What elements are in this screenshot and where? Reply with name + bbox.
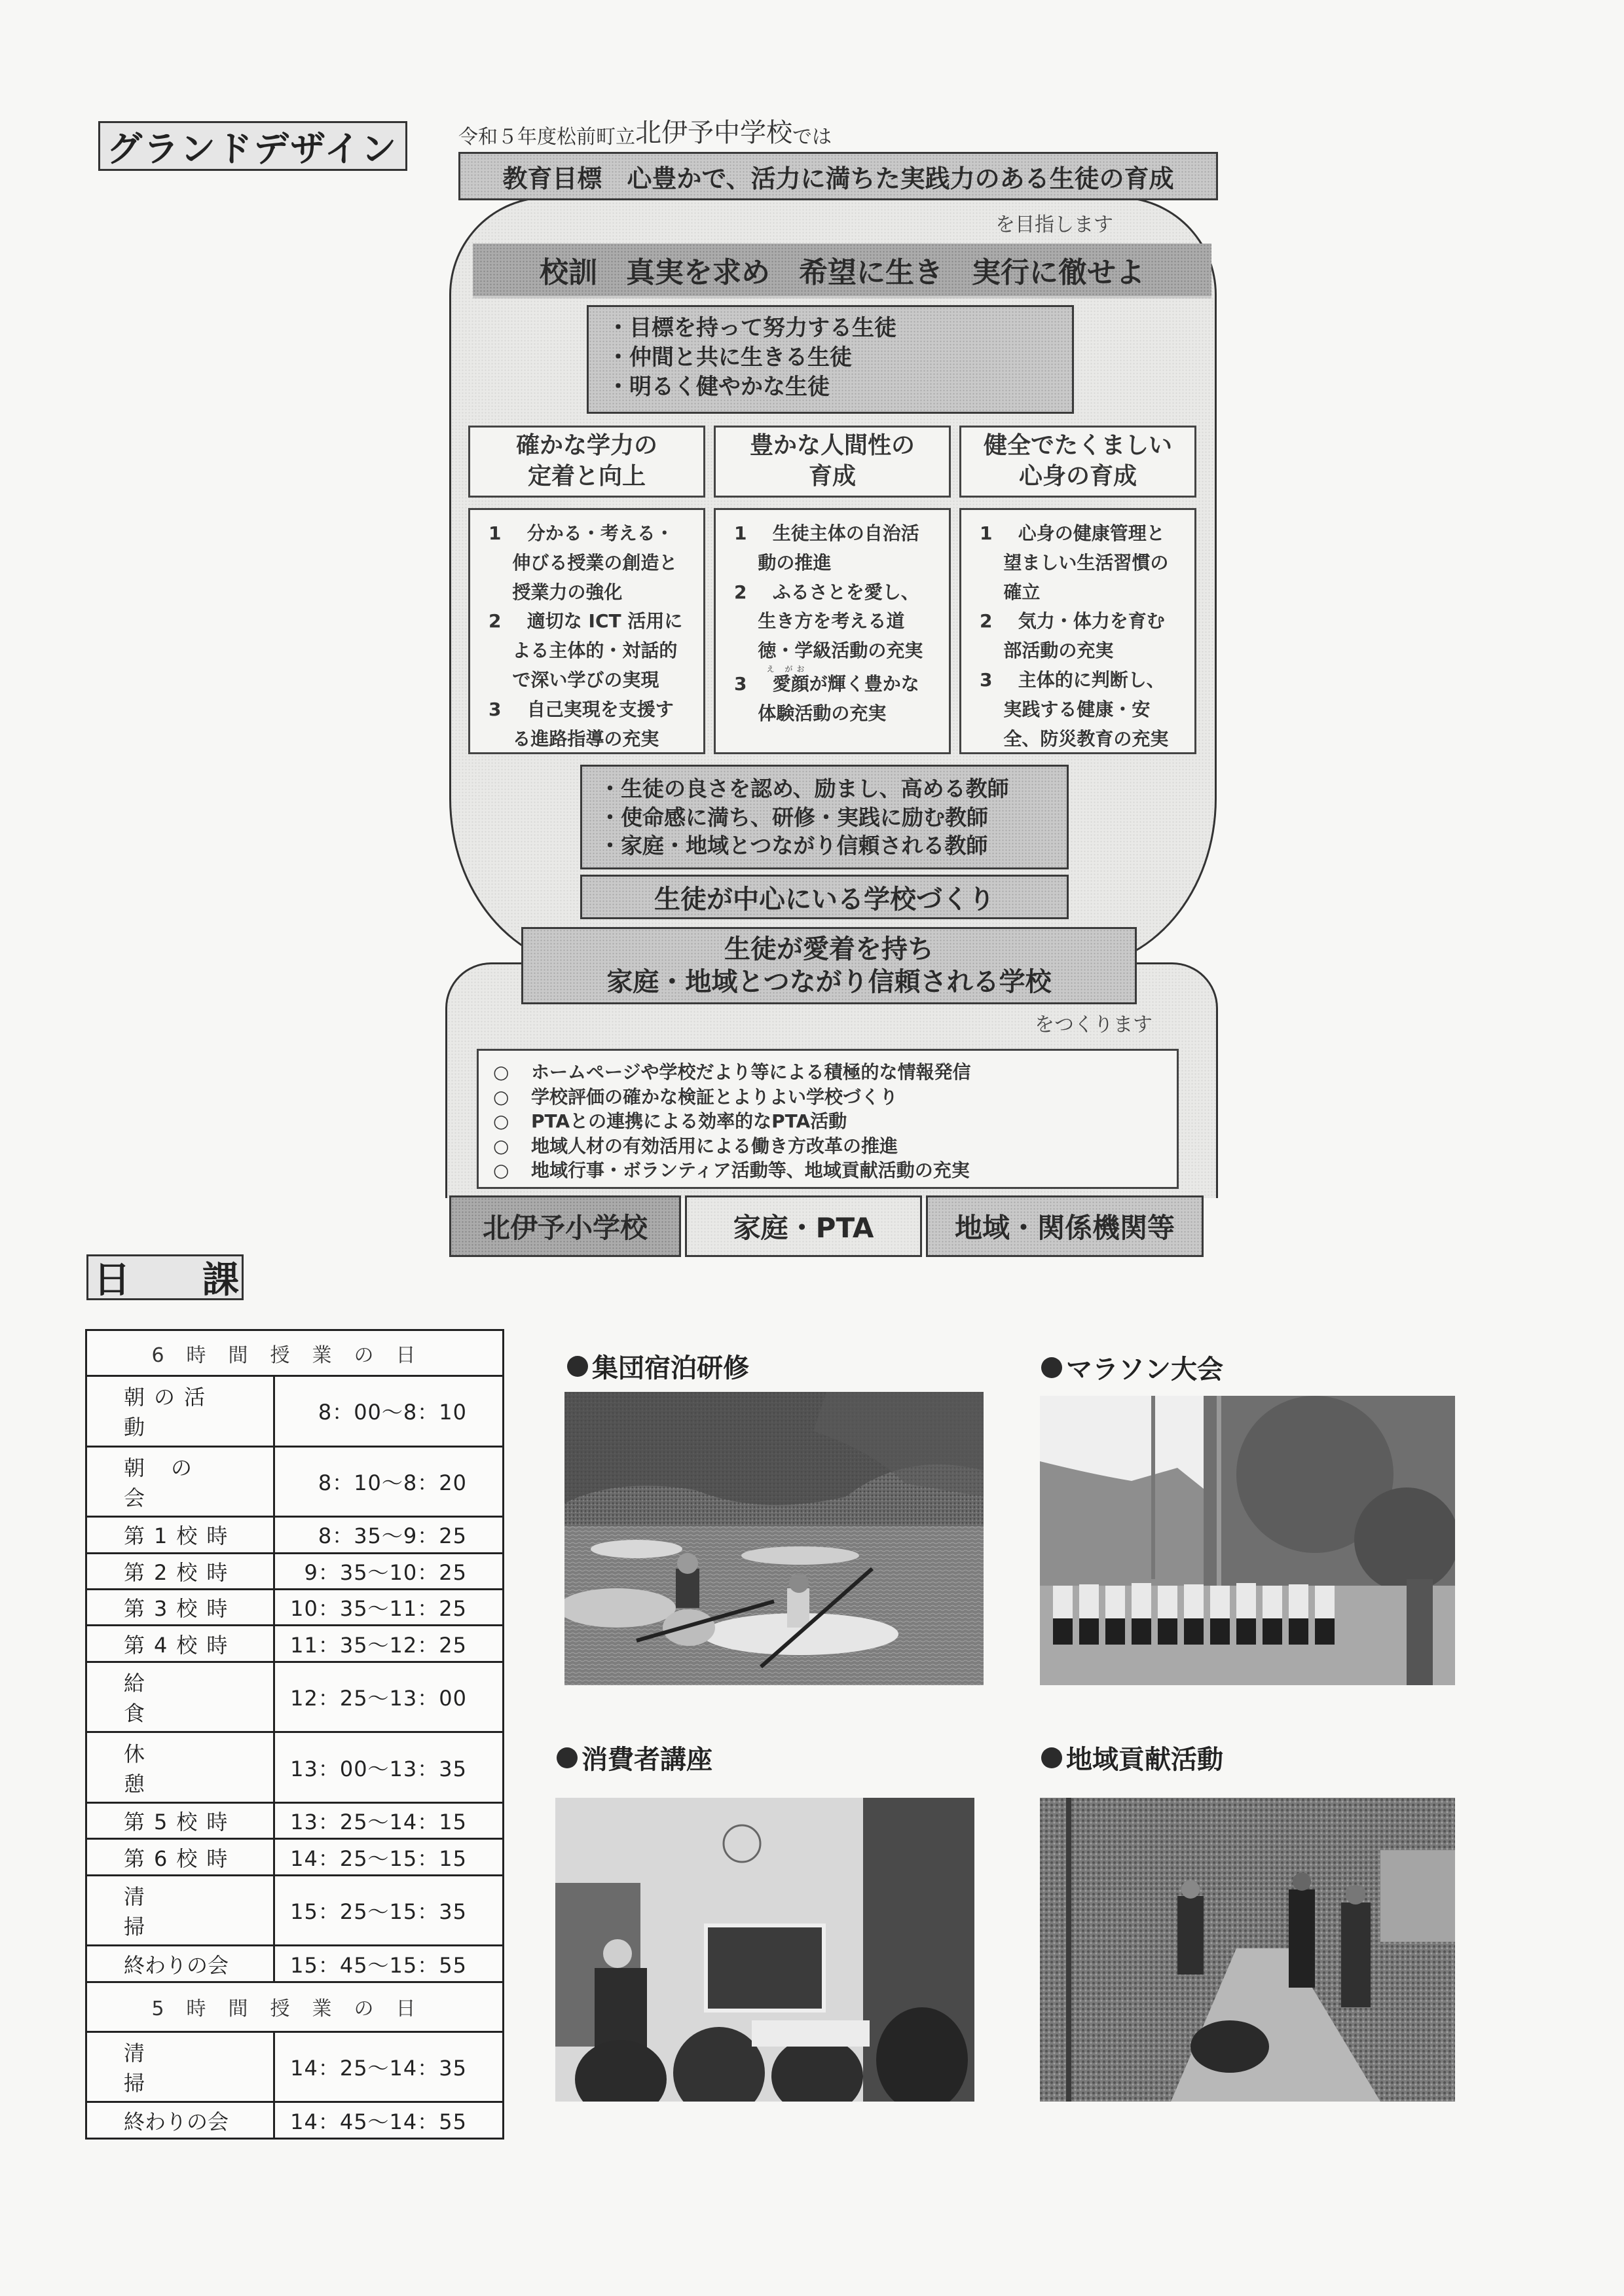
intro-school: 北伊予中学校 <box>635 118 792 148</box>
student-ideal-item: ・目標を持って努力する生徒 <box>607 315 896 341</box>
circle-icon: ○ <box>493 1061 509 1083</box>
furigana: え がお <box>766 664 809 674</box>
marathon-photo-illustration <box>1040 1396 1455 1685</box>
initiative-item: ○ PTAとの連携による効率的なPTA活動 <box>493 1109 1177 1134</box>
partner-home-pta: 家庭・PTA <box>685 1195 922 1257</box>
initiative-item: ○ 地域行事・ボランティア活動等、地域貢献活動の充実 <box>493 1158 1177 1183</box>
row-time: 12：25〜13：00 <box>290 1686 467 1711</box>
circle-icon: ○ <box>493 1135 509 1157</box>
row-label: 休憩 <box>124 1741 244 1796</box>
pillar-body-academic <box>468 508 705 754</box>
teacher-ideal-item: ・使命感に満ち、研修・実践に励む教師 <box>599 804 988 830</box>
row-time: 9：35〜10：25 <box>304 1559 467 1585</box>
six-period-header: 6時間授業の日 <box>86 1330 504 1376</box>
row-label: 第2校時 <box>124 1559 237 1585</box>
initiative-item: ○ 地域人材の有効活用による働き方改革の推進 <box>493 1134 1177 1159</box>
row-time: 11：35〜12：25 <box>290 1632 467 1658</box>
partner-community: 地域・関係機関等 <box>926 1195 1204 1257</box>
pillar-title-line1: 豊かな人間性の <box>749 432 915 460</box>
initiative-item: ○ ホームページや学校だより等による積極的な情報発信 <box>493 1060 1177 1085</box>
pillar-item: 1 分かる・考える・伸びる授業の創造と授業力の強化 <box>489 522 678 603</box>
pillar-header-academic <box>468 426 705 498</box>
row-label: 第4校時 <box>124 1632 237 1658</box>
student-ideal-item: ・明るく健やかな生徒 <box>607 373 830 400</box>
row-label: 第6校時 <box>124 1846 237 1871</box>
photo-caption-overnight-training: 集団宿泊研修 <box>567 1347 749 1385</box>
pillar-title-line1: 確かな学力の <box>515 432 657 460</box>
photo-caption-consumer-lecture: 消費者講座 <box>557 1739 712 1776</box>
row-label: 朝の会 <box>124 1455 219 1510</box>
table-row <box>86 1517 504 1553</box>
table-row <box>86 1803 504 1839</box>
intro-small: 令和５年度松前町立 <box>458 126 635 149</box>
row-time: 8：00〜8：10 <box>318 1400 467 1425</box>
pillar-body-health <box>959 508 1196 754</box>
grand-design-heading-text: グランドデザイン <box>107 128 398 170</box>
build-suffix: をつくります <box>1035 1013 1153 1036</box>
student-centered-box <box>580 875 1069 919</box>
table-row <box>86 1553 504 1589</box>
school-vision-line2: 家庭・地域とつながり信頼される学校 <box>606 967 1052 997</box>
partner-elementary-school: 北伊予小学校 <box>449 1195 681 1257</box>
row-label: 給食 <box>124 1671 244 1726</box>
school-motto-bar <box>473 244 1211 296</box>
school-vision-box <box>521 927 1137 1004</box>
table-row <box>86 2102 504 2139</box>
row-time: 10：35〜11：25 <box>290 1596 467 1622</box>
school-vision-line1: 生徒が愛着を持ち <box>724 934 934 964</box>
circle-icon: ○ <box>493 1085 509 1108</box>
table-row <box>86 1839 504 1875</box>
lecture-photo-illustration <box>555 1798 974 2102</box>
row-time: 13：25〜14：15 <box>290 1810 467 1835</box>
pillar-item: え がお 3 愛顔が輝く豊かな体験活動の充実 <box>734 664 919 724</box>
photo-classroom-lecture <box>555 1798 974 2102</box>
table-row <box>86 1626 504 1662</box>
pillar-header-health <box>959 426 1196 498</box>
bullet-dot-icon <box>557 1747 578 1768</box>
pillar-item: 2 気力・体力を育む部活動の充実 <box>980 610 1165 662</box>
schedule-heading-left: 日 <box>94 1259 130 1302</box>
pillar-item: 1 心身の健康管理と望ましい生活習慣の確立 <box>980 522 1169 603</box>
pillar-item: 1 生徒主体の自治活動の推進 <box>734 522 919 574</box>
initiatives-box <box>477 1049 1179 1189</box>
aim-suffix: を目指します <box>995 213 1113 236</box>
table-row <box>86 2032 504 2102</box>
table-row <box>86 1662 504 1732</box>
school-motto-text: 校訓 真実を求め 希望に生き 実行に徹せよ <box>540 256 1145 289</box>
pillar-item: 3 自己実現を支援する進路指導の充実 <box>489 698 674 750</box>
schedule-table <box>85 1329 504 2140</box>
row-label: 清掃 <box>124 2041 244 2096</box>
table-row <box>86 1946 504 1982</box>
pillar-title-line2: 心身の育成 <box>1018 463 1137 490</box>
pillar-title-line2: 定着と向上 <box>527 463 646 490</box>
pillar-body-humanity <box>714 508 951 754</box>
pillar-title-line2: 育成 <box>808 463 856 490</box>
photo-caption-marathon: マラソン大会 <box>1041 1349 1223 1386</box>
teacher-ideals-list <box>599 774 1067 860</box>
schedule-heading <box>86 1254 244 1300</box>
pillar-item: 3 主体的に判断し、実践する健康・安全、防災教育の充実 <box>980 668 1169 750</box>
pillar-header-humanity <box>714 426 951 498</box>
row-time: 8：35〜9：25 <box>318 1523 467 1549</box>
teacher-ideal-item: ・家庭・地域とつながり信頼される教師 <box>599 833 988 859</box>
table-row <box>86 1732 504 1803</box>
pillar-item: 2 ふるさとを愛し、生き方を考える道徳・学級活動の充実 <box>734 581 923 662</box>
teacher-ideal-item: ・生徒の良さを認め、励まし、高める教師 <box>599 776 1009 801</box>
bullet-dot-icon <box>1041 1747 1062 1768</box>
intro-suffix: では <box>792 126 832 149</box>
photo-caption-community-service: 地域貢献活動 <box>1041 1739 1223 1776</box>
student-ideals-box <box>587 305 1074 414</box>
row-time: 13：00〜13：35 <box>290 1756 467 1781</box>
row-label: 第1校時 <box>124 1523 237 1549</box>
photo-community-cleanup <box>1040 1798 1455 2102</box>
row-label: 終わりの会 <box>124 1952 229 1978</box>
table-row <box>86 1590 504 1626</box>
row-label: 第3校時 <box>124 1596 237 1622</box>
photo-marathon-runners <box>1040 1396 1455 1685</box>
cleanup-photo-illustration <box>1040 1798 1455 2102</box>
row-label: 朝の活動 <box>124 1385 215 1440</box>
student-ideals-list <box>607 314 1072 402</box>
row-time: 15：25〜15：35 <box>290 1899 467 1925</box>
row-label: 第5校時 <box>124 1810 237 1835</box>
pillar-item: 2 適切な ICT 活用による主体的・対話的で深い学びの実現 <box>489 610 683 691</box>
bullet-dot-icon <box>1041 1357 1062 1378</box>
student-centered-text: 生徒が中心にいる学校づくり <box>654 884 995 915</box>
initiative-item: ○ 学校評価の確かな検証とよりよい学校づくり <box>493 1085 1177 1110</box>
row-time: 8：10〜8：20 <box>318 1470 467 1495</box>
row-time: 14：25〜14：35 <box>290 2056 467 2081</box>
five-period-header: 5時間授業の日 <box>86 1982 504 2032</box>
table-row <box>86 1446 504 1517</box>
row-time: 14：25〜15：15 <box>290 1846 467 1871</box>
intro-line <box>458 117 982 149</box>
teacher-ideals-box <box>580 765 1069 869</box>
row-time: 15：45〜15：55 <box>290 1952 467 1978</box>
row-label: 清掃 <box>124 1884 244 1940</box>
photo-canoe-activity <box>564 1392 984 1685</box>
education-goal-bar <box>458 152 1218 200</box>
row-time: 14：45〜14：55 <box>290 2109 467 2134</box>
pillar-title-line1: 健全でたくましい <box>983 432 1172 460</box>
table-row <box>86 1875 504 1946</box>
circle-icon: ○ <box>493 1159 509 1182</box>
canoe-photo-illustration <box>564 1392 984 1685</box>
bullet-dot-icon <box>567 1356 588 1377</box>
schedule-heading-right: 課 <box>202 1259 239 1302</box>
grand-design-heading <box>98 121 407 171</box>
student-ideal-item: ・仲間と共に生きる生徒 <box>607 344 852 371</box>
circle-icon: ○ <box>493 1110 509 1133</box>
table-row <box>86 1376 504 1447</box>
education-goal-text: 教育目標 心豊かで、活力に満ちた実践力のある生徒の育成 <box>502 164 1174 193</box>
row-label: 終わりの会 <box>124 2109 229 2134</box>
